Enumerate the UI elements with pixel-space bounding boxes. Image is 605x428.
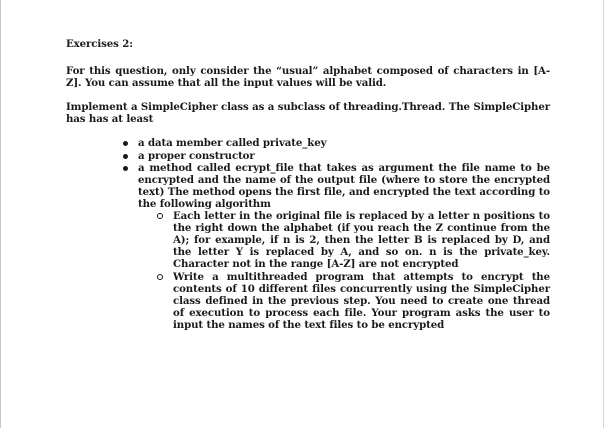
task-paragraph: Implement a SimpleCipher class as a subclass of threading.Thread. The SimpleCipher has has at least (66, 101, 550, 126)
algorithm-step-text: Write a multithreaded program that attempts to encrypt the contents of 10 different files concurrently using the SimpleCipher class defined in the previous step. You need to create one thread of execution to process each file. Your program asks the user to input the names of the text files to be encrypted (173, 270, 550, 331)
algorithm-step-item (157, 210, 550, 270)
requirement-text: a method called ecrypt_file that takes as argument the file name to be encrypted and the name of the output file (where to store the encrypted text) The method opens the first file, and encrypted the text according to the following algorithm (138, 161, 550, 210)
exercise-content (66, 38, 550, 331)
requirements-list (66, 137, 550, 331)
algorithm-step-item (157, 271, 550, 331)
requirement-text: a proper constructor (138, 149, 255, 162)
bullet-icon (123, 141, 128, 146)
requirement-text: a data member called private_key (138, 137, 327, 150)
algorithm-steps-list (138, 210, 550, 331)
requirement-item (123, 162, 550, 331)
bullet-icon (123, 166, 128, 171)
circle-bullet-icon (157, 213, 163, 219)
algorithm-step-text: Each letter in the original file is replaced by a letter n positions to the right down the alphabet (if you reach the Z continue from the A); for example, if n is 2, then the letter B is replaced by D, and the letter Y is replaced by A, and so on. n is the private_key. Character not in the range [A-Z] are not encrypted (173, 210, 550, 271)
requirement-item (123, 137, 550, 149)
requirement-item (123, 150, 550, 162)
intro-paragraph: For this question, only consider the “usual” alphabet composed of characters in [A-Z]. You can assume that all the input values will be valid. (66, 65, 550, 90)
bullet-icon (123, 154, 128, 159)
circle-bullet-icon (157, 274, 163, 280)
exercise-title: Exercises 2: (66, 38, 133, 50)
